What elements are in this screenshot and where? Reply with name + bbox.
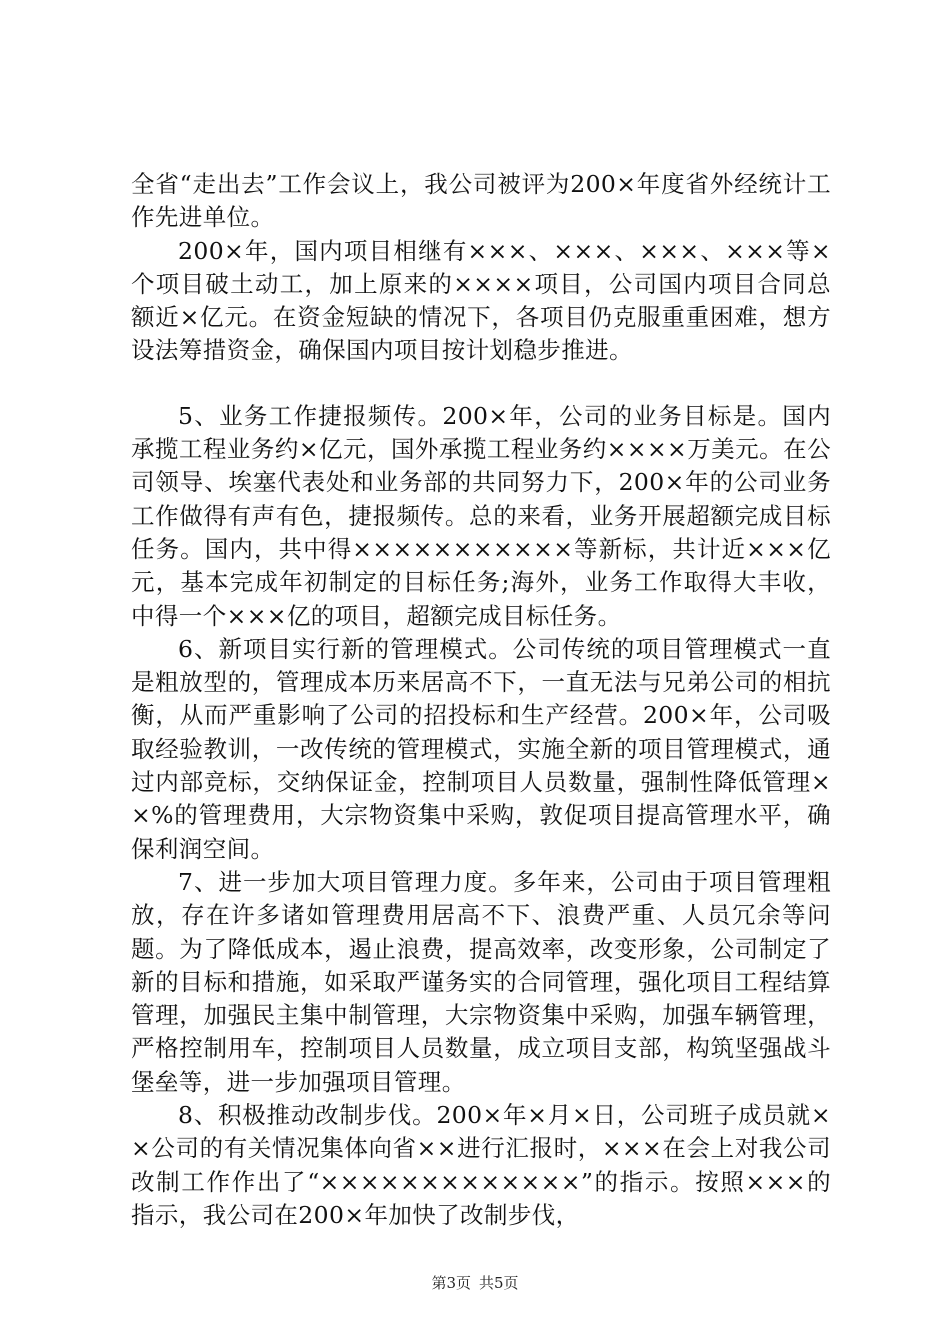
paragraph-item-8: 8、积极推动改制步伐。200×年×月×日，公司班子成员就××公司的有关情况集体向省××进行汇报时，×××在会上对我公司改制工作作出了“×××××××××××××”的指示。按照×××的指示，我公司在200×年加快了改制步伐， [131,1101,831,1229]
paragraph-item-7: 7、进一步加大项目管理力度。多年来，公司由于项目管理粗放，存在许多诸如管理费用居高不下、浪费严重、人员冗余等问题。为了降低成本，遏止浪费，提高效率，改变形象，公司制定了新的目标和措施，如采取严谨务实的合同管理，强化项目工程结算管理，加强民主集中制管理，大宗物资集中采购，加强车辆管理，严格控制用车，控制项目人员数量，成立项目支部，构筑坚强战斗堡垒等，进一步加强项目管理。 [131,867,831,1096]
paragraph-gap [131,368,831,400]
document-body [131,168,831,1232]
page-total: 共5页 [479,1274,519,1292]
page-footer [0,1272,950,1293]
paragraph-item-5: 5、业务工作捷报频传。200×年，公司的业务目标是。国内承揽工程业务约×亿元，国外承揽工程业务约××××万美元。在公司领导、埃塞代表处和业务部的共同努力下，200×年的公司业务工作做得有声有色，捷报频传。总的来看，业务开展超额完成目标任务。国内，共中得×××××××××××等新标，共计近×××亿元，基本完成年初制定的目标任务;海外，业务工作取得大丰收，中得一个×××亿的项目，超额完成目标任务。 [131,401,831,630]
page-number: 第3页 [431,1274,471,1292]
paragraph-continuation: 全省“走出去”工作会议上，我公司被评为200×年度省外经统计工作先进单位。 [131,170,831,232]
paragraph-item-6: 6、新项目实行新的管理模式。公司传统的项目管理模式一直是粗放型的，管理成本历来居高不下，一直无法与兄弟公司的相抗衡，从而严重影响了公司的招投标和生产经营。200×年，公司吸取经验教训，一改传统的管理模式，实施全新的项目管理模式，通过内部竞标，交纳保证金，控制项目人员数量，强制性降低管理××%的管理费用，大宗物资集中采购，敦促项目提高管理水平，确保利润空间。 [131,634,831,863]
paragraph-domestic-projects: 200×年，国内项目相继有×××、×××、×××、×××等×个项目破土动工，加上原来的××××项目，公司国内项目合同总额近×亿元。在资金短缺的情况下，各项目仍克服重重困难，想方设法筹措资金，确保国内项目按计划稳步推进。 [131,236,831,365]
